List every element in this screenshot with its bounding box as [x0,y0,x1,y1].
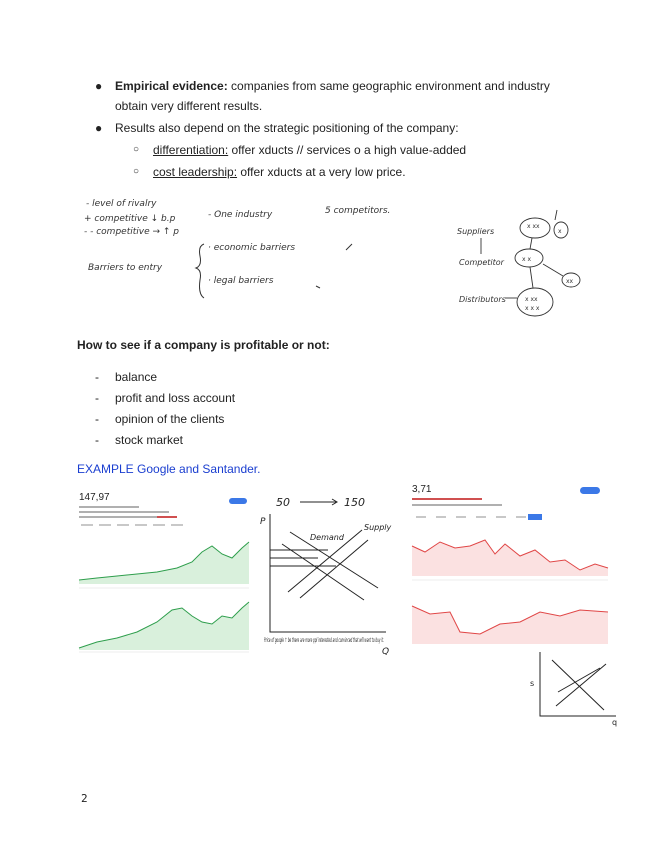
list-item [95,409,235,430]
list-item-text: stock market [115,433,184,447]
dash-bullet-icon: - [95,391,99,405]
note-rivalry: - level of rivalry [86,199,157,209]
sub-bullet-cost-leadership [133,162,585,182]
sub-bullet-differentiation [133,140,585,160]
sketch-supply: Supply [364,523,392,532]
google-price: 147,97 [79,492,110,503]
note-competitors: 5 competitors. [325,206,391,216]
note-one-industry: - One industry [208,210,273,220]
bullet-strategic-positioning [95,118,585,138]
dash-bullet-icon: - [95,412,99,426]
svg-text:xx: xx [566,278,574,285]
note-barriers: Barriers to entry [88,263,163,273]
profitability-heading: How to see if a company is profitable or not: [77,338,330,352]
sub-bullet-term: differentiation: [153,143,229,157]
circle-bullet-icon: ○ [133,166,140,177]
bullet-dot-icon: ● [95,121,103,135]
google-stock-screenshot [77,492,252,657]
sketch-q-axis: Q [382,647,390,657]
sketch-price-before: 50 [276,496,290,509]
santander-price: 3,71 [412,484,432,495]
sub-bullet-text: offer xducts at a very low price. [237,165,406,179]
example-label: EXAMPLE Google and Santander. [77,462,261,476]
svg-text:x xx: x xx [527,223,540,230]
supply-demand-sketch [258,492,408,664]
strategy-bullets [95,76,585,184]
bullet-text: Results also depend on the strategic positioning of the company: [115,121,459,135]
sub-bullet-text: offer xducts // services o a high value-added [228,143,467,157]
circle-bullet-icon: ○ [133,144,140,155]
sketch-note: Price of google ↑ be there are more ppl interested and convinced that will want to buy it. [264,637,385,644]
bullet-dot-icon: ● [95,79,103,93]
list-item-text: balance [115,370,158,384]
google-stock-chart [77,492,252,657]
santander-stock-chart [410,484,610,654]
svg-text:q: q [612,718,618,727]
svg-text:s: s [530,679,535,688]
note-economic: · economic barriers [208,243,296,253]
svg-text:x: x [558,228,562,235]
sketch-competitor: Competitor [459,258,504,267]
sketch-suppliers: Suppliers [457,227,495,236]
sketch-price-after: 150 [344,496,365,509]
sketch-distributors: Distributors [459,295,506,304]
santander-stock-screenshot [410,484,610,654]
bullet-empirical-evidence [95,76,585,116]
list-item [95,367,235,388]
list-item-text: opinion of the clients [115,412,225,426]
sketch-demand: Demand [310,533,344,542]
small-supply-demand-sketch [528,650,620,730]
list-item [95,430,235,451]
note-legal: · legal barriers [208,276,274,286]
handwritten-notes [80,190,440,310]
list-item [95,388,235,409]
page-number: 2 [81,792,88,805]
svg-text:x x: x x [522,256,532,263]
note-competitive-minus: - - competitive → ↑ p [84,227,179,237]
svg-text:x xx: x xx [525,296,538,303]
sketch-p-axis: P [260,517,266,527]
dash-bullet-icon: - [95,370,99,384]
profitability-list [95,367,235,451]
list-item-text: profit and loss account [115,391,236,405]
svg-text:x x x: x x x [525,305,540,312]
porter-sketch [455,202,585,327]
note-competitive-plus: + competitive ↓ b.p [84,214,176,224]
bullet-bold-label: Empirical evidence: [115,79,228,93]
bullet-text: companies from same geographic environment and industry obtain very different results. [115,79,550,113]
sub-bullet-term: cost leadership: [153,165,238,179]
dash-bullet-icon: - [95,433,99,447]
